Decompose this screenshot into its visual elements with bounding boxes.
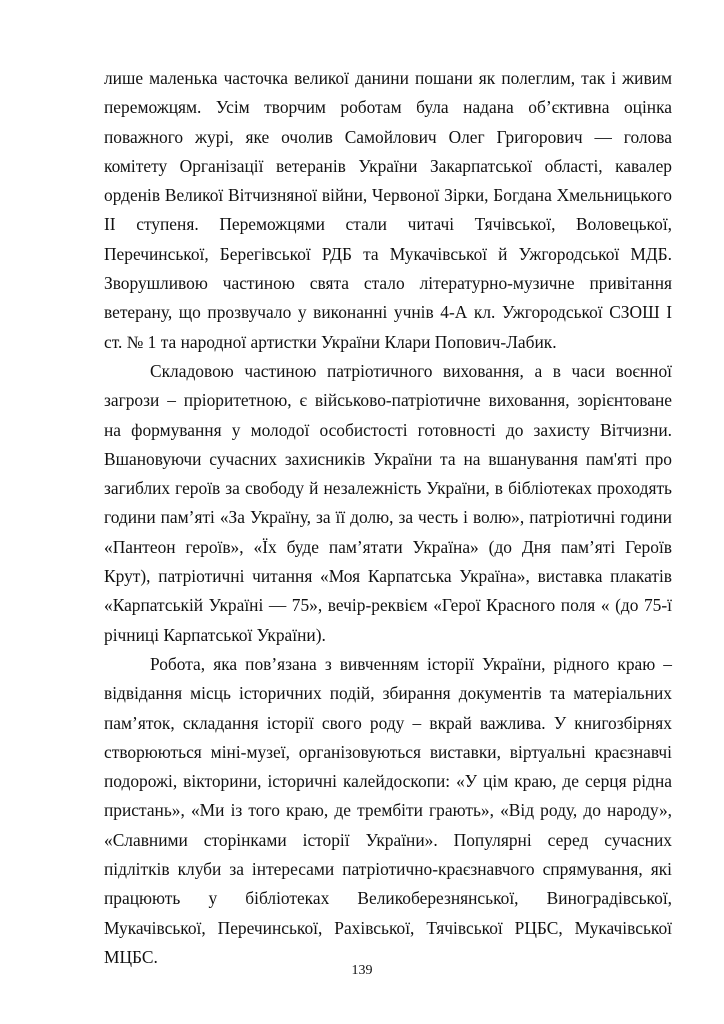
paragraph-local-history: Робота, яка пов’язана з вивченням історії України, рідного краю – відвідання місць історичних подій, збирання документів та матеріальних пам’яток, складання історії свого роду – вкрай важлива. У книгозбірнях створюються міні-музеї, організовуються виставки, віртуальні краєзнавчі подорожі, вікторини, історичні калейдоскопи: «У цім краю, де серця рідна пристань», «Ми із того краю, де трембіти грають», «Від роду, до народу», «Славними сторінками історії України». Популярні серед сучасних підлітків клуби за інтересами патріотично-краєзнавчого спрямування, які працюють у бібліотеках Великоберезнянської, Виноградівської, Мукачівської, Перечинської, Рахівської, Тячівської РЦБС, Мукачівської МЦБС.	[104, 653, 672, 967]
page-number: 139	[351, 963, 373, 978]
paragraph-military-patriotic: Складовою частиною патріотичного виховання, а в часи воєнної загрози – пріоритетною, є військово-патріотичне виховання, зорієнтоване на формування у молодої особистості готовності до захисту Вітчизни. Вшановуючи сучасних захисників України та на вшанування пам'яті про загиблих героїв за свободу й незалежність України, в бібліотеках проходять години пам’яті «За Україну, за її долю, за честь і волю», патріотичні години «Пантеон героїв», «Їх буде пам’ятати Україна» (до Дня пам’яті Героїв Крут), патріотичні читання «Моя Карпатська Україна», виставка плакатів «Карпатській Україні — 75», вечір-реквієм «Герої Красного поля « (до 75-ї річниці Карпатської України).	[104, 360, 672, 645]
paragraph-continuation: лише маленька часточка великої данини пошани як полеглим, так і живим переможцям. Усім творчим роботам була надана об’єктивна оцінка поважного журі, яке очолив Самойлович Олег Григорович — голова комітету Організації ветеранів України Закарпатської області, кавалер орденів Великої Вітчизняної війни, Червоної Зірки, Богдана Хмельницького ІІ ступеня. Переможцями стали читачі Тячівської, Воловецької, Перечинської, Берегівської РДБ та Мукачівської й Ужгородської МДБ. Зворушливою частиною свята стало літературно-музичне привітання ветерану, що прозвучало у виконанні учнів 4-А кл. Ужгородської СЗОШ І ст. № 1 та народної артистки України Клари Попович-Лабик.	[104, 68, 672, 352]
page-body	[104, 64, 672, 967]
